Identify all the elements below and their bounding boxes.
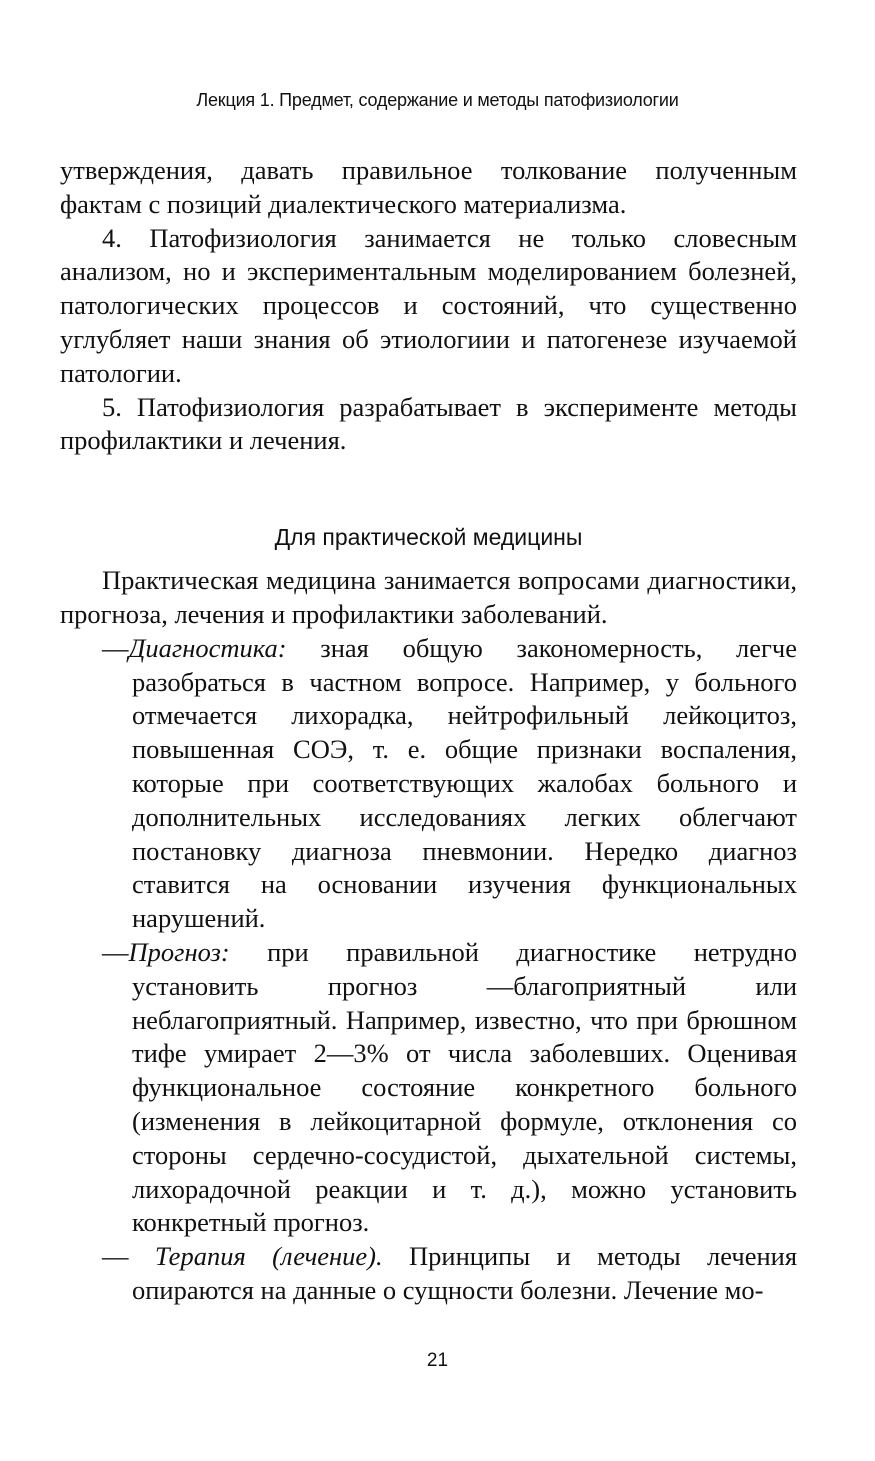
paragraph-item-4: 4. Патофизиология занимается не только словесным анализом, но и экспериментальным моделированием болезней, патологических процессов и состояний, что существенно углубляет наши знания об этиологиии и патогенезе изучаемой патологии.: [60, 222, 797, 388]
page-body: [60, 154, 797, 1308]
section-title: Для практической медицины: [274, 524, 583, 551]
list-item-therapy: [60, 1240, 797, 1308]
list-dash: —: [102, 632, 129, 663]
term-diagnostics: Диагностика:: [128, 632, 287, 663]
paragraph-intro: Практическая медицина занимается вопросами диагностики, прогноза, лечения и профилактики заболеваний.: [60, 565, 797, 629]
list-item-text: Принципы и методы лечения опираются на данные о сущности болезни. Лечение мо-: [132, 1241, 798, 1305]
list-item-diagnostics: [60, 632, 797, 936]
list-item-text: зная общую закономерность, легче разобраться в частном вопросе. Например, у больного отмечается лихорадка, нейтрофильный лейкоцитоз, повышенная СОЭ, т. е. общие признаки воспаления, которые при соответствующих жалобах больного и дополнительных исследованиях легких облегчают постановку диагноза пневмонии. Нередко диагноз ставится на основании изучения функциональных нарушений.: [132, 632, 797, 934]
term-therapy: Терапия (лечение).: [154, 1241, 383, 1272]
running-header: Лекция 1. Предмет, содержание и методы патофизиологии: [196, 90, 679, 110]
paragraph-item-5: 5. Патофизиология разрабатывает в эксперименте методы профилактики и лечения.: [60, 391, 797, 456]
term-prognosis: Прогноз:: [128, 936, 230, 967]
list-item-text: при правильной диагностике нетрудно установить прогноз —благоприятный или неблагоприятный. Например, известно, что при брюшном тифе умирает 2—3% от числа заболевших. Оценивая функциональное состояние конкретного больного (изменения в лейкоцитарной формуле, отклонения со стороны сердечно-сосудистой, дыхательной системы, лихорадочной реакции и т. д.), можно установить конкретный прогноз.: [132, 936, 797, 1238]
list-dash: —: [102, 1241, 155, 1272]
list-item-prognosis: [60, 936, 797, 1240]
page-number: 21: [426, 1350, 449, 1371]
paragraph-continuation: утверждения, давать правильное толкование полученным фактам с позиций диалектического материализма.: [60, 155, 797, 219]
list-dash: —: [102, 936, 129, 967]
